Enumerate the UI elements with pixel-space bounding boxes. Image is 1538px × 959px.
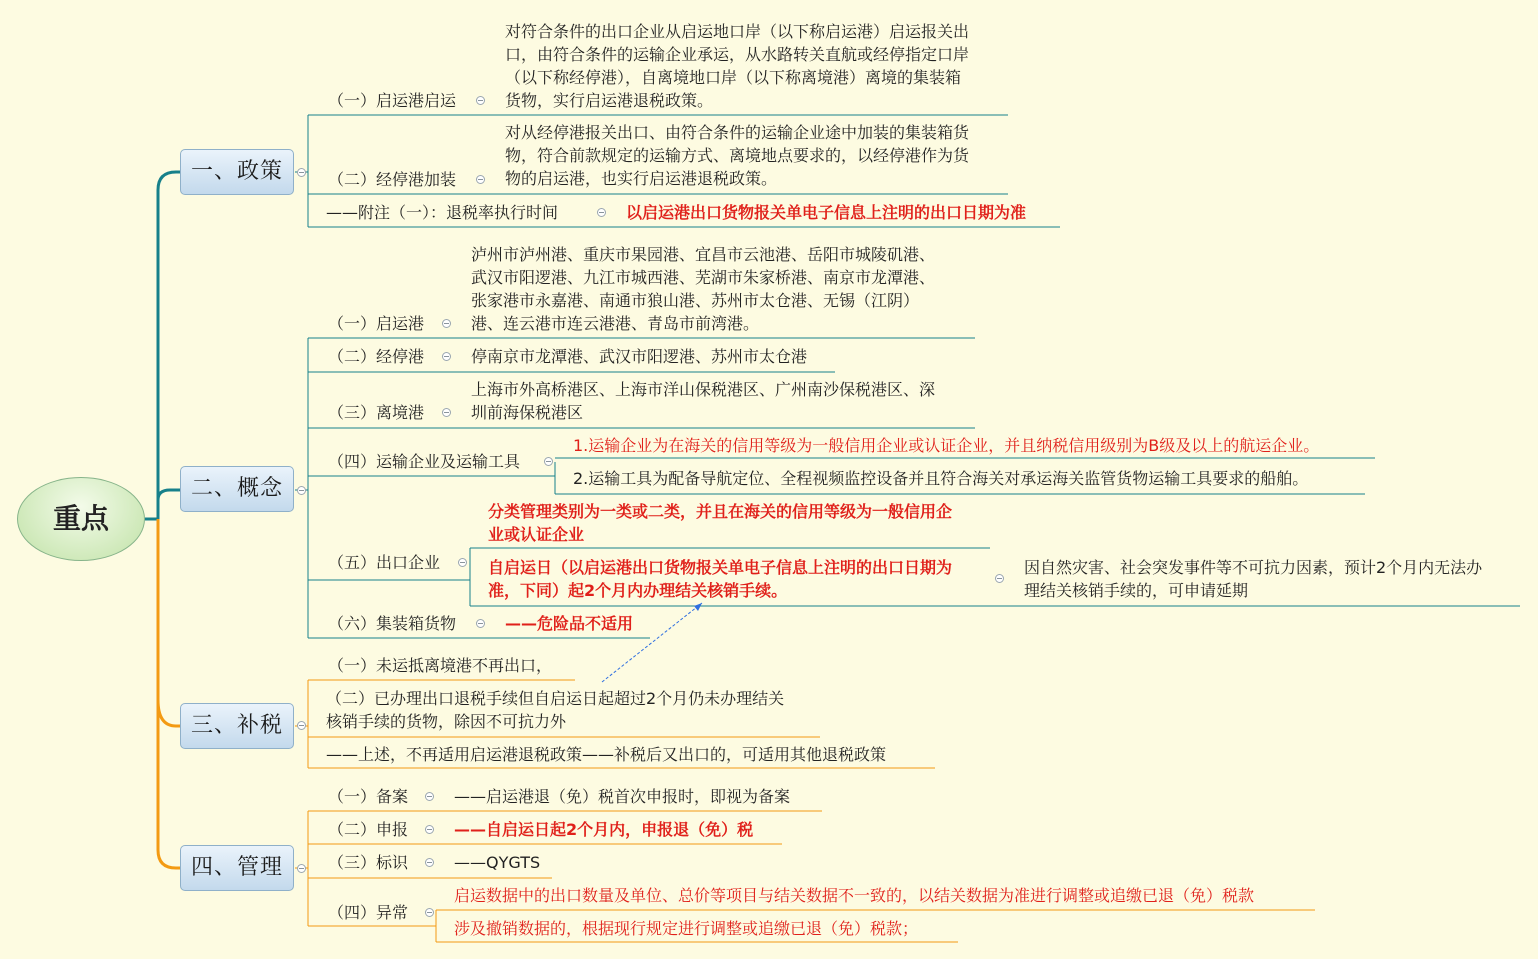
policy-s2-text: 对从经停港报关出口、由符合条件的运输企业途中加装的集装箱货 物，符合前款规定的运输方式、离境地点要求的，以经停港作为货 物的启运港，也实行启运港退税政策。 [505, 123, 970, 188]
concept-s3-label[interactable]: （三）离境港 [328, 403, 425, 422]
manage-s4-label[interactable]: （四）异常 [328, 903, 409, 922]
collapse-icon[interactable] [297, 721, 306, 730]
manage-s3-label[interactable]: （三）标识 [328, 853, 409, 872]
concept-s5-label[interactable]: （五）出口企业 [328, 553, 441, 572]
concept-s5-item2-note: 因自然灾害、社会突发事件等不可抗力因素，预计2个月内无法办 理结关核销手续的，可申请延期 [1024, 558, 1483, 600]
collapse-icon[interactable] [476, 619, 485, 628]
policy-note-value: 以启运港出口货物报关单电子信息上注明的出口日期为准 [626, 203, 1027, 222]
concept-s4-label[interactable]: （四）运输企业及运输工具 [328, 452, 521, 471]
collapse-icon[interactable] [476, 175, 485, 184]
concept-s1-label[interactable]: （一）启运港 [328, 314, 425, 333]
collapse-icon[interactable] [544, 457, 553, 466]
collapse-icon[interactable] [597, 208, 606, 217]
manage-s1-text: ——启运港退（免）税首次申报时，即视为备案 [454, 787, 791, 806]
collapse-icon[interactable] [995, 574, 1004, 583]
collapse-icon[interactable] [425, 792, 434, 801]
root-node[interactable]: 重点 [17, 477, 145, 561]
concept-s5-item2: 自启运日（以启运港出口货物报关单电子信息上注明的出口日期为 准，下同）起2个月内办理结关核销手续。 [488, 558, 953, 600]
policy-note-label[interactable]: ——附注（一）：退税率执行时间 [326, 203, 559, 222]
tax-s3[interactable]: ——上述，不再适用启运港退税政策——补税后又出口的，可适用其他退税政策 [326, 745, 887, 764]
manage-s2-text: ——自启运日起2个月内，申报退（免）税 [454, 820, 754, 839]
manage-s4-item2: 涉及撤销数据的，根据现行规定进行调整或追缴已退（免）税款； [454, 919, 919, 938]
tax-s1[interactable]: （一）未运抵离境港不再出口， [328, 656, 553, 675]
manage-s1-label[interactable]: （一）备案 [328, 787, 409, 806]
manage-s3-text: ——QYGTS [454, 853, 541, 872]
collapse-icon[interactable] [476, 96, 485, 105]
policy-s2-label[interactable]: （二）经停港加装 [328, 170, 457, 189]
concept-s3-text: 上海市外高桥港区、上海市洋山保税港区、广州南沙保税港区、深 圳前海保税港区 [471, 380, 936, 422]
policy-s1-label[interactable]: （一）启运港启运 [328, 91, 457, 110]
concept-s2-text: 停南京市龙潭港、武汉市阳逻港、苏州市太仓港 [471, 347, 808, 366]
collapse-icon[interactable] [425, 908, 434, 917]
concept-s5-item1: 分类管理类别为一类或二类，并且在海关的信用等级为一般信用企 业或认证企业 [488, 502, 953, 544]
collapse-icon[interactable] [297, 486, 306, 495]
collapse-icon[interactable] [297, 168, 306, 177]
collapse-icon[interactable] [458, 558, 467, 567]
collapse-icon[interactable] [425, 858, 434, 867]
collapse-icon[interactable] [425, 825, 434, 834]
concept-s4-item2: 2.运输工具为配备导航定位、全程视频监控设备并且符合海关对承运海关监管货物运输工具要求的船舶。 [573, 469, 1309, 488]
collapse-icon[interactable] [442, 408, 451, 417]
concept-s2-label[interactable]: （二）经停港 [328, 347, 425, 366]
concept-s1-text: 泸州市泸州港、重庆市果园港、宜昌市云池港、岳阳市城陵矶港、 武汉市阳逻港、九江市城西港、芜湖市朱家桥港、南京市龙潭港、 张家港市永嘉港、南通市狼山港、苏州市太仓港、无锡（江阴） 港、连云港市连云港港、青岛市前湾港。 [471, 245, 936, 333]
category-manage[interactable]: 四、管理 [180, 845, 294, 891]
category-policy[interactable]: 一、政策 [180, 149, 294, 195]
policy-s1-text: 对符合条件的出口企业从启运地口岸（以下称启运港）启运报关出 口，由符合条件的运输企业承运，从水路转关直航或经停指定口岸 （以下称经停港），自离境地口岸（以下称离境港）离境的集装箱 货物，实行启运港退税政策。 [505, 22, 970, 110]
category-tax[interactable]: 三、补税 [180, 703, 294, 749]
manage-s4-item1: 启运数据中的出口数量及单位、总价等项目与结关数据不一致的，以结关数据为准进行调整或追缴已退（免）税款 [454, 886, 1255, 905]
concept-s6-text: ——危险品不适用 [505, 614, 634, 633]
tax-s2[interactable]: （二）已办理出口退税手续但自启运日起超过2个月仍未办理结关 核销手续的货物，除因不可抗力外 [326, 689, 785, 731]
concept-s6-label[interactable]: （六）集装箱货物 [328, 614, 457, 633]
collapse-icon[interactable] [297, 864, 306, 873]
manage-s2-label[interactable]: （二）申报 [328, 820, 409, 839]
collapse-icon[interactable] [442, 319, 451, 328]
concept-s4-item1: 1.运输企业为在海关的信用等级为一般信用企业或认证企业，并且纳税信用级别为B级及以上的航运企业。 [573, 436, 1320, 455]
category-concept[interactable]: 二、概念 [180, 466, 294, 512]
collapse-icon[interactable] [442, 352, 451, 361]
